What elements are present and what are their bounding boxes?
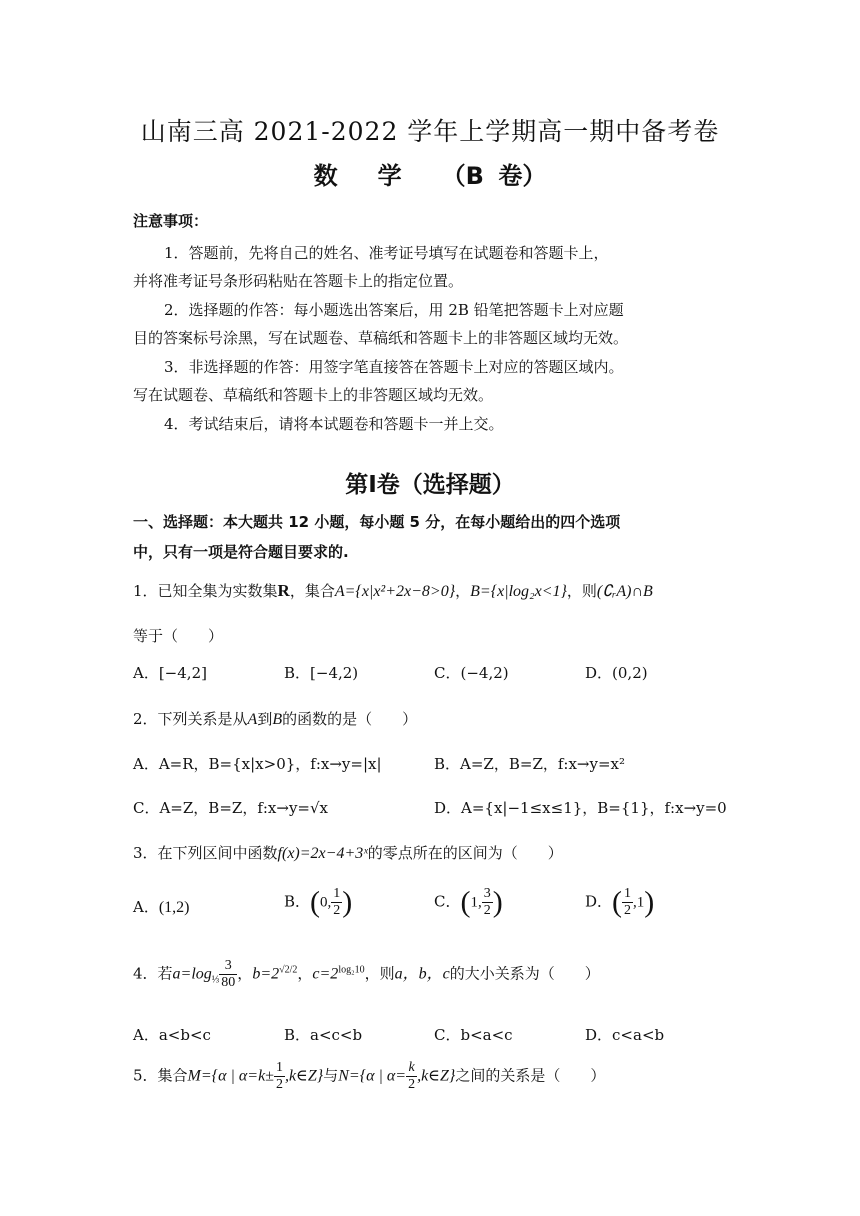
section-title: 第Ⅰ卷（选择题）	[345, 472, 515, 498]
notice-line-6: 写在试题卷、草稿纸和答题卡上的非答题区域均无效。	[133, 386, 494, 404]
q4-option-c: C．b<a<c	[434, 1026, 513, 1044]
q4-text-b: ，则	[364, 964, 395, 983]
q5-text-b: 之间的关系是（ ）	[455, 1066, 606, 1085]
q3-option-c: C．(1, $\frac{3}{2}$ )	[434, 885, 503, 919]
q1-stem-end: 等于（ ）	[133, 627, 224, 645]
subject-heading	[0, 156, 860, 191]
q3-option-b: B．(0, $\frac{1}{2}$ )	[284, 885, 353, 919]
paper-version: （B 卷）	[441, 162, 547, 190]
notice-line-7: 4．考试结束后，请将本试题卷和答题卡一并上交。	[164, 415, 504, 433]
q2-option-d: D．A={x|−1≤x≤1}，B={1}，f:x→y=0	[434, 799, 727, 817]
q3-option-a-label: A．	[133, 898, 159, 916]
q3-option-a	[133, 896, 190, 917]
q3-option-a-value: (1,2)	[158, 899, 190, 916]
q4-option-a: A．a<b<c	[133, 1026, 211, 1044]
q2-option-a: A．A=R，B={x|x>0}，f:x→y=|x|	[133, 755, 382, 773]
question-1-stem	[133, 580, 653, 601]
q3-option-c-label: C．	[434, 892, 461, 911]
q2-text-b: 的函数的是（ ）	[282, 710, 418, 728]
q1-set-a: A={x|x²+2x−8>0}	[334, 583, 456, 600]
q5-set-m: M={α | α=k±	[187, 1067, 274, 1085]
question-5-stem: 5．集合M={α | α=k± $\frac{1}{2}$ ,k∈Z}与N={α | α= $\frac{k}{2}$ ,k∈Z}之间的关系是（ ）	[133, 1060, 606, 1092]
q5-text-a: 5．集合	[133, 1066, 188, 1085]
q2-text-mid: 到	[257, 710, 273, 728]
q5-set-m-end: ,k∈Z}	[284, 1067, 324, 1085]
q1-text-c: ，则	[566, 582, 597, 600]
q3-option-d-label: D．	[585, 892, 613, 911]
q1-option-d: D．(0,2)	[585, 664, 648, 682]
q5-set-n: N={α | α=	[338, 1067, 407, 1085]
question-4-stem: 4．若$a=\log_{\frac{1}{3}}$ $\frac{3}{80}$ ，$b=2^{√2/2}$，$c=2^{log_210}$，则a，b，c的大小关系为（ ）	[133, 958, 600, 990]
q2-option-c: C．A=Z，B=Z，f:x→y=√x	[133, 799, 329, 817]
q4-b-expression: b=2	[252, 965, 280, 983]
q1-option-a: A．[−4,2]	[133, 664, 207, 682]
question-3-stem	[133, 842, 563, 863]
notice-line-5: 3．非选择题的作答：用签字笔直接答在答题卡上对应的答题区域内。	[164, 358, 624, 376]
q4-option-d: D．c<a<b	[585, 1026, 665, 1044]
q1-real-set: R	[277, 581, 290, 600]
notice-line-1: 1．答题前，先将自己的姓名、准考证号填写在试题卷和答题卡上，	[164, 244, 609, 262]
notice-line-3: 2．选择题的作答：每小题选出答案后，用 2B 铅笔把答题卡上对应题	[164, 301, 624, 319]
q2-set-to: B	[272, 711, 283, 728]
notice-heading: 注意事项：	[133, 212, 209, 230]
q2-option-b: B．A=Z，B=Z，f:x→y=x²	[434, 755, 626, 773]
q1-text-a: 1．已知全集为实数集	[133, 582, 278, 600]
q3-text-b: 的零点所在的区间为（ ）	[367, 844, 563, 862]
q3-option-b-label: B．	[284, 892, 311, 911]
q4-a-expression: a=log	[172, 965, 212, 983]
notice-line-2: 并将准考证号条形码粘贴在答题卡上的指定位置。	[133, 272, 464, 290]
q4-text-c: 的大小关系为（ ）	[449, 964, 600, 983]
q4-variables: a，b，c	[394, 965, 450, 983]
q4-option-b: B．a<c<b	[284, 1026, 363, 1044]
notice-line-4: 目的答案标号涂黑，写在试题卷、草稿纸和答题卡上的非答题区域均无效。	[133, 329, 629, 347]
subject-char-1: 数	[313, 162, 338, 190]
section-instruction-2: 中，只有一项是符合题目要求的.	[133, 543, 349, 561]
q1-option-b: B．[−4,2)	[284, 664, 359, 682]
q4-c-expression: c=2	[312, 965, 339, 983]
q2-text-a: 2．下列关系是从	[133, 710, 248, 728]
q5-set-n-end: ,k∈Z}	[417, 1067, 456, 1085]
subject-char-2: 学	[377, 162, 402, 190]
q4-text-a: 4．若	[133, 964, 173, 983]
exam-title: 山南三高 2021-2022 学年上学期高一期中备考卷	[140, 117, 720, 146]
q3-function: f(x)=2x−4+3ˣ	[277, 845, 368, 862]
question-2-stem	[133, 708, 417, 729]
q2-set-from: A	[247, 711, 258, 728]
q3-option-d: D．( $\frac{1}{2}$ ,1)	[585, 885, 655, 919]
section-instruction-1: 一、选择题：本大题共 12 小题，每小题 5 分，在每小题给出的四个选项	[133, 513, 621, 531]
q1-set-b: B={x|log₂x<1}	[470, 583, 567, 600]
q1-expression: (∁ᵣA)∩B	[596, 583, 653, 600]
q5-text-mid: 与	[323, 1066, 339, 1085]
q3-text-a: 3．在下列区间中函数	[133, 844, 278, 862]
q1-sep: ，	[455, 582, 471, 600]
q1-text-b: ，集合	[289, 582, 335, 600]
q1-option-c: C．(−4,2)	[434, 664, 509, 682]
